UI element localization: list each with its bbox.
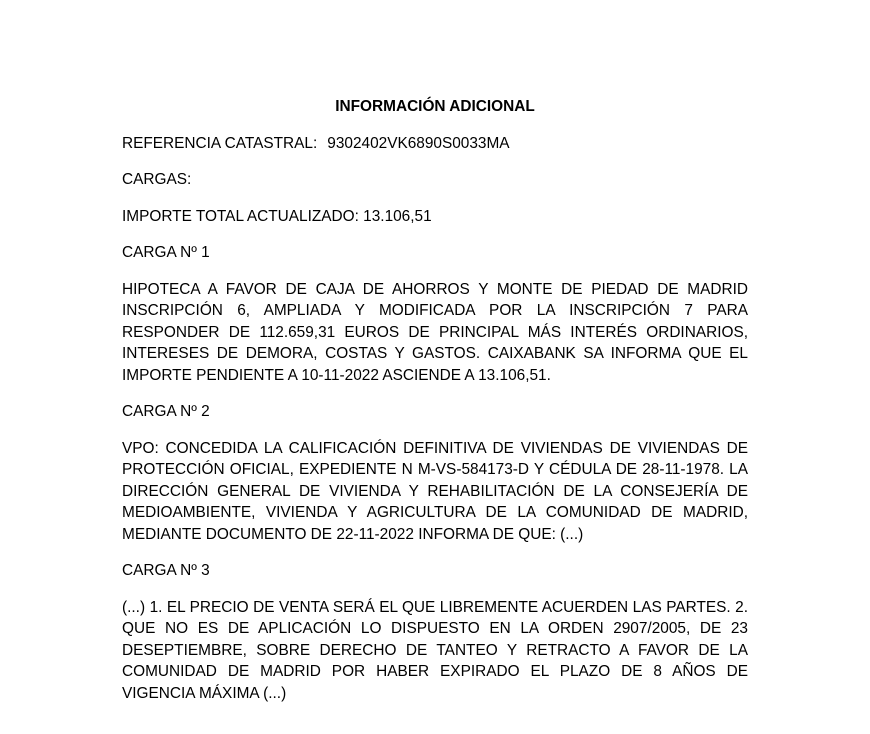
importe-total: IMPORTE TOTAL ACTUALIZADO: 13.106,51 [122,207,432,225]
carga-2-heading: CARGA Nº 2 [122,403,210,420]
referencia-value: 9302402VK6890S0033MA [327,134,510,152]
document-page [122,96,748,719]
cargas-label: CARGAS: [122,171,192,188]
referencia-label: REFERENCIA CATASTRAL: [122,134,318,152]
carga-1-heading: CARGA Nº 1 [122,244,210,261]
referencia-catastral [122,133,748,155]
document-title: INFORMACIÓN ADICIONAL [335,98,535,115]
carga-3-text: (...) 1. EL PRECIO DE VENTA SERÁ EL QUE LIBREMENTE ACUERDEN LAS PARTES. 2. QUE NO ES DE APLICACIÓN LO DISPUESTO EN LA ORDEN 2907/2005, DE 23 DESEPTIEMBRE, SOBRE DERECHO DE TANTEO Y RETRACTO A FAVOR DE LA COMUNIDAD DE MADRID POR HABER EXPIRADO EL PLAZO DE 8 AÑOS DE VIGENCIA MÁXIMA (...) [122,598,748,702]
carga-2-text: VPO: CONCEDIDA LA CALIFICACIÓN DEFINITIVA DE VIVIENDAS DE VIVIENDAS DE PROTECCIÓN OFICIAL, EXPEDIENTE N M-VS-584173-D Y CÉDULA DE 28-11-1978. LA DIRECCIÓN GENERAL DE VIVIENDA Y REHABILITACIÓN DE LA CONSEJERÍA DE MEDIOAMBIENTE, VIVIENDA Y AGRICULTURA DE LA COMUNIDAD DE MADRID, MEDIANTE DOCUMENTO DE 22-11-2022 INFORMA DE QUE: (...) [122,439,748,543]
carga-3-heading: CARGA Nº 3 [122,562,210,579]
carga-1-text: HIPOTECA A FAVOR DE CAJA DE AHORROS Y MONTE DE PIEDAD DE MADRID INSCRIPCIÓN 6, AMPLIADA Y MODIFICADA POR LA INSCRIPCIÓN 7 PARA RESPONDER DE 112.659,31 EUROS DE PRINCIPAL MÁS INTERÉS ORDINARIOS, INTERESES DE DEMORA, COSTAS Y GASTOS. CAIXABANK SA INFORMA QUE EL IMPORTE PENDIENTE A 10-11-2022 ASCIENDE A 13.106,51. [122,280,748,384]
